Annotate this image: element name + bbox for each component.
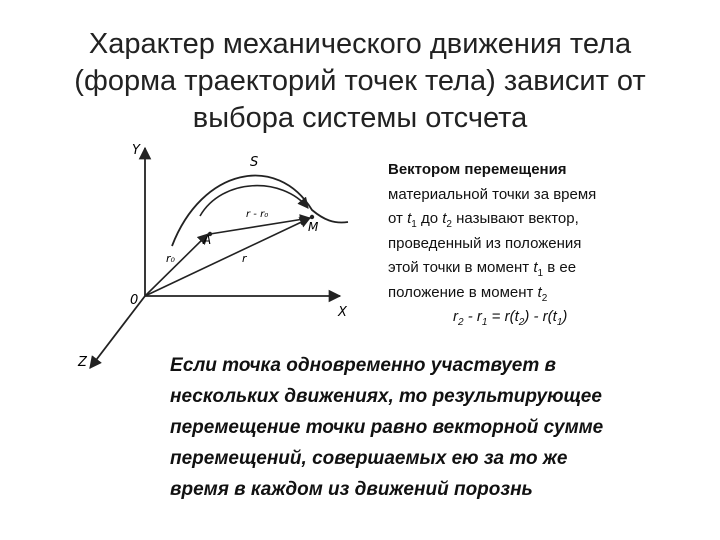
note-line-1: Если точка одновременно участвует в (170, 355, 557, 376)
definition-line-4: этой точки в момент $t_1$ в ее (388, 259, 577, 279)
note-line-5: время в каждом из движений порознь (170, 479, 533, 500)
displacement-definition (388, 158, 678, 330)
point-a-label: A (203, 233, 212, 247)
definition-lead: Вектором перемещения (388, 161, 567, 178)
slide-title (40, 26, 680, 137)
definition-line-2: от $t_1$ до $t_2$ называют вектор, (388, 210, 579, 230)
y-axis-label: Y (132, 143, 140, 158)
r0-label: r₀ (166, 252, 175, 265)
note-line-3: перемещение точки равно векторной сумме (170, 417, 604, 438)
definition-line-1: материальной точки за время (388, 185, 597, 203)
note-line-4: перемещений, совершаемых ею за то же (170, 448, 568, 469)
displacement-vector (210, 218, 310, 234)
r-label: r (242, 252, 247, 265)
x-axis-label: X (338, 305, 347, 320)
superposition-note (170, 350, 680, 505)
point-m-label: M (308, 220, 319, 234)
path-label: S (250, 155, 259, 170)
title-line-1: Характер механического движения тела (88, 28, 632, 60)
title-line-2: (форма траекторий точек тела) зависит от (74, 65, 646, 97)
r0-vector (145, 234, 208, 296)
r-diff-label: r - r₀ (246, 209, 269, 220)
definition-line-3: проведенный из положения (388, 234, 582, 252)
definition-line-5: положение в момент $t_2$ (388, 283, 548, 304)
origin-label: 0 (130, 293, 139, 308)
displacement-formula: $r_2 - r_1 = r(t_2) - r(t_1)$ (453, 308, 568, 328)
point-m-marker (310, 215, 314, 219)
note-line-2: нескольких движениях, то результирующее (170, 386, 602, 407)
z-axis-label: Z (78, 355, 87, 370)
displacement-diagram (72, 138, 372, 378)
title-line-3: выбора системы отсчета (192, 102, 528, 134)
